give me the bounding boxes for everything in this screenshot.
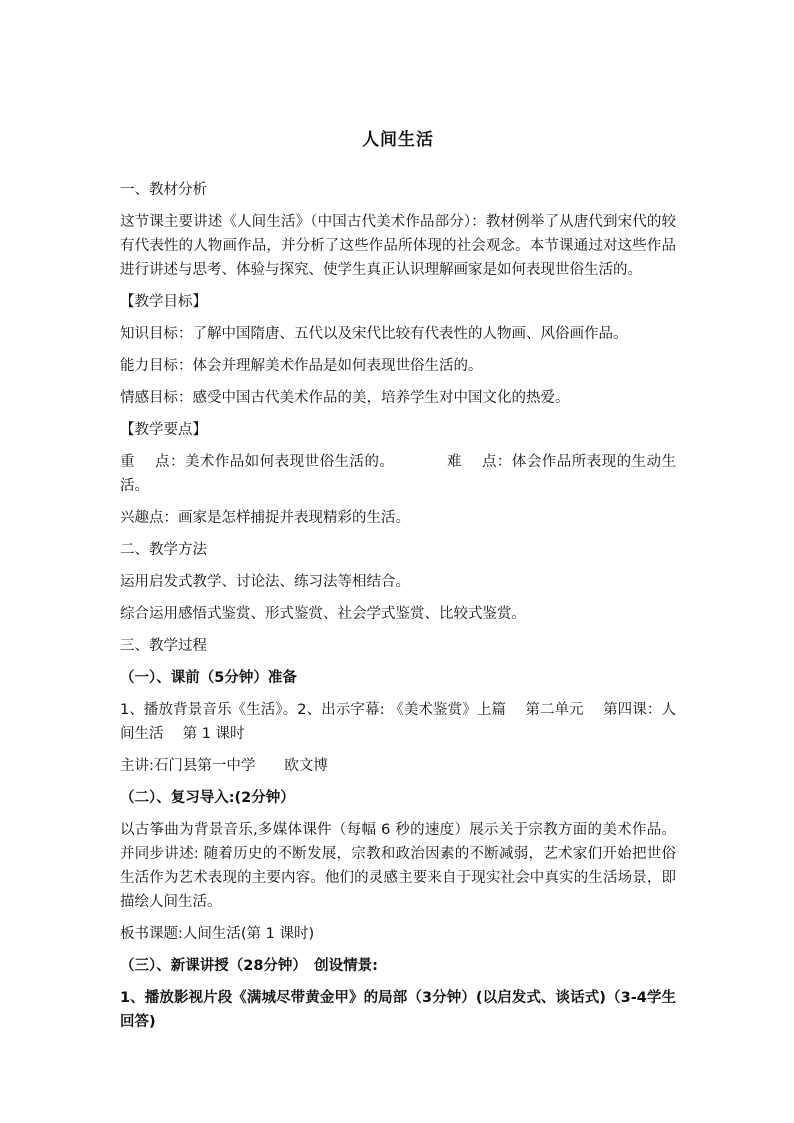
process-step-2-text: 以古筝曲为背景音乐,多媒体课件（每幅 6 秒的速度）展示关于宗教方面的美术作品。并同步讲述: 随着历史的不断发展，宗教和政治因素的不断减弱，艺术家们开始把世俗生活作为艺术表现的主要内容。他们的灵感主要来自于现实社会中真实的生活场景，即描绘人间生活。: [120, 822, 676, 910]
process-step-1-heading: （一）、课前（5分钟）准备: [120, 670, 297, 686]
process-step-1-text: 1、播放背景音乐《生活》。2、出示字幕: 《美术鉴赏》上篇 第二单元 第四课：人间生活 第 1 课时: [120, 702, 676, 742]
document-body: [120, 128, 676, 1042]
goal-emotion: 情感目标：感受中国古代美术作品的美，培养学生对中国文化的热爱。: [120, 390, 570, 406]
goals-heading: 【教学目标】: [120, 294, 207, 310]
document-title: 人间生活: [362, 130, 434, 150]
process-step-3-heading: （三）、新课讲授（28分钟） 创设情景:: [120, 958, 378, 974]
section-heading-process: 三、教学过程: [120, 638, 207, 654]
board-title: 板书课题:人间生活(第 1 课时): [120, 926, 315, 942]
process-speaker: 主讲:石门县第一中学 欧文博: [120, 758, 328, 774]
process-step-2-heading: （二）、复习导入:(2分钟）: [120, 790, 295, 806]
method-item-2: 综合运用感悟式鉴赏、形式鉴赏、社会学式鉴赏、比较式鉴赏。: [120, 606, 526, 622]
method-item-1: 运用启发式教学、讨论法、练习法等相结合。: [120, 574, 410, 590]
key-and-difficult-points: 重 点：美术作品如何表现世俗生活的。 难 点：体会作品所表现的生动生活。: [120, 454, 676, 494]
process-step-3-item-1: 1、播放影视片段《满城尽带黄金甲》的局部（3分钟）(以启发式、谈话式)（3-4学生回答): [120, 990, 676, 1030]
section-heading-analysis: 一、教材分析: [120, 182, 207, 198]
analysis-paragraph: 这节课主要讲述《人间生活》（中国古代美术作品部分）：教材例举了从唐代到宋代的较有代表性的人物画作品，并分析了这些作品所体现的社会观念。本节课通过对这些作品进行讲述与思考、体验与探究、使学生真正认识理解画家是如何表现世俗生活的。: [120, 214, 676, 278]
goal-ability: 能力目标：体会并理解美术作品是如何表现世俗生活的。: [120, 358, 483, 374]
interest-point: 兴趣点：画家是怎样捕捉并表现精彩的生活。: [120, 510, 410, 526]
section-heading-methods: 二、教学方法: [120, 542, 207, 558]
keys-heading: 【教学要点】: [120, 422, 207, 438]
goal-knowledge: 知识目标：了解中国隋唐、五代以及宋代比较有代表性的人物画、风俗画作品。: [120, 326, 628, 342]
